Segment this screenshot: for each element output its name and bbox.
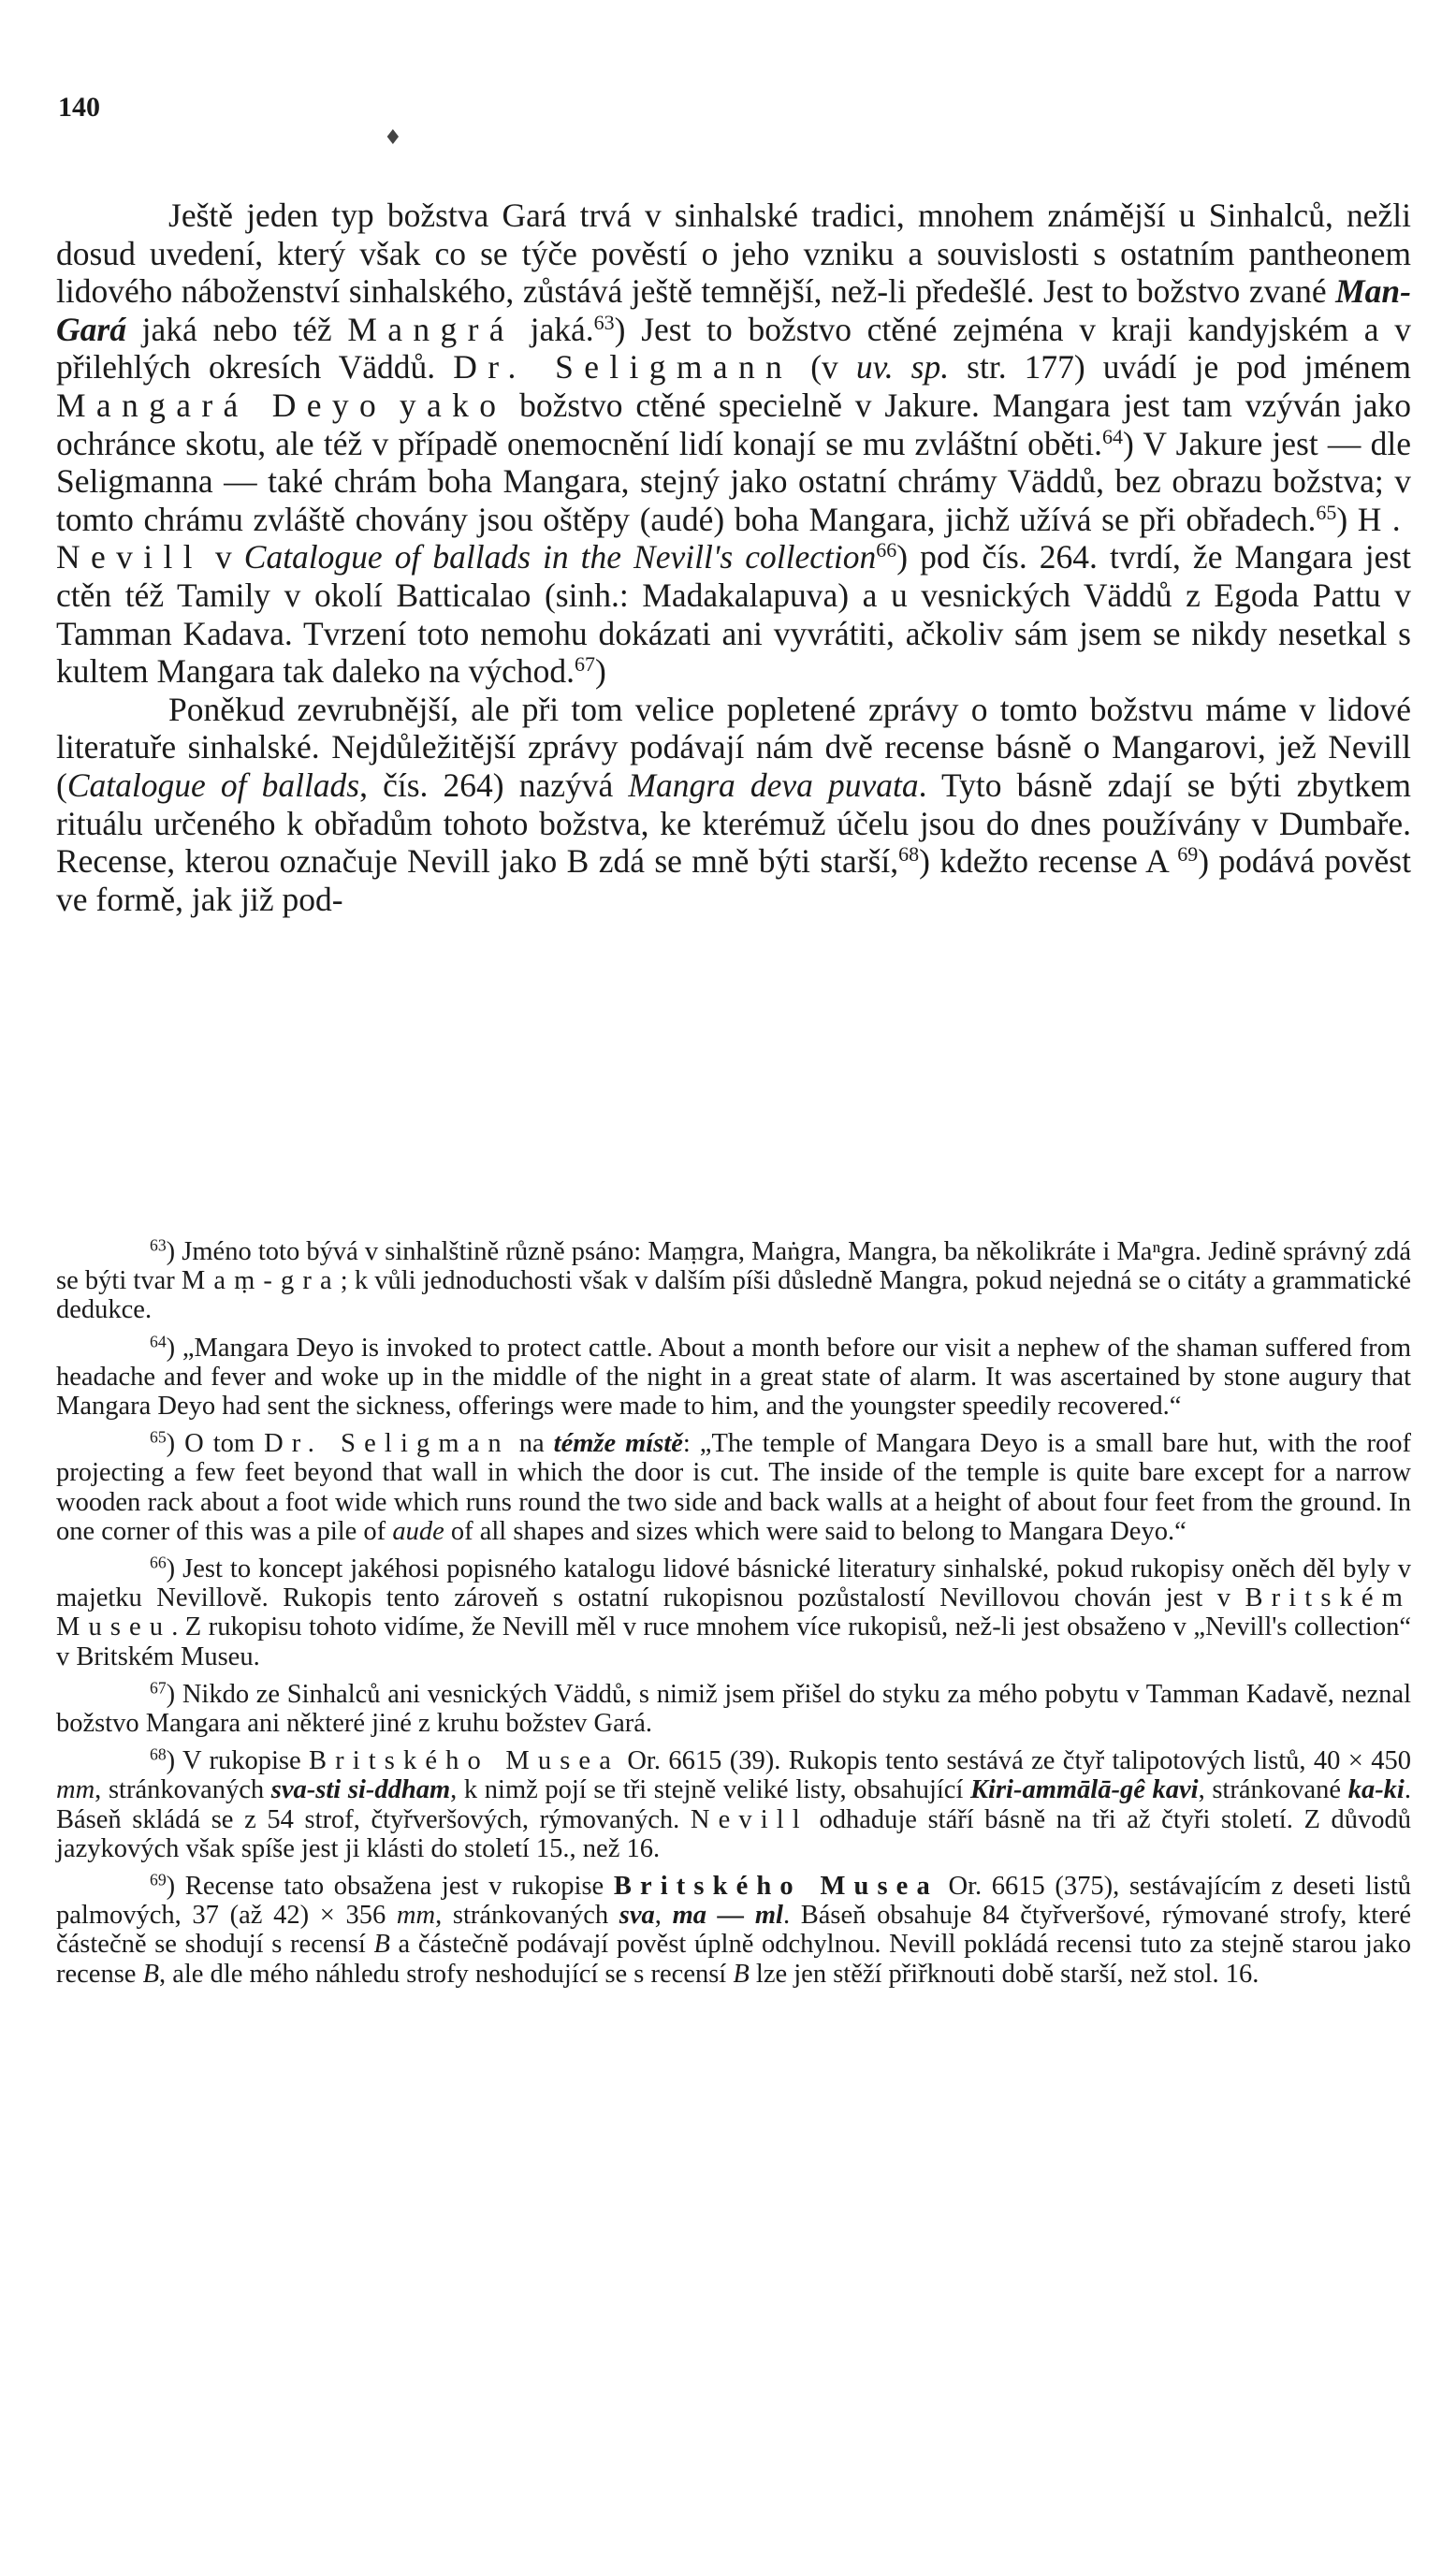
text-run: , čís. 264) nazývá: [359, 766, 629, 804]
footnote-67: [56, 1680, 1411, 1738]
text-run: . Tyto básně zdají se býti zbytkem rituálu určeného k obřadům tohoto božstva, ke kterémuž účelu jsou do dnes používány v Dumbaře. Recense, kterou označuje Nevill jako B zdá se mně býti starší,: [56, 766, 1411, 881]
text-run: Or. 6615 (39). Rukopis tento sestává ze čtyř talipotových listů, 40 × 450: [619, 1746, 1411, 1776]
unit: mm: [56, 1775, 95, 1805]
text-run: ) Jméno toto bývá v sinhalštině různě psáno: Maṃgra, Maṅgra, Mangra, ba několikráte i Maⁿgra. Jedině správný zdá se býti tvar: [56, 1237, 1411, 1296]
footnote-68: [56, 1746, 1411, 1863]
text-run: ) Jest to božstvo ctěné zejména v kraji kandyjském a v přilehlých okresích Väddů.: [56, 310, 1411, 387]
pagination: sva: [619, 1901, 655, 1931]
spaced-word: yako: [399, 386, 507, 424]
footnote-ref: 69: [1177, 842, 1199, 866]
emphasis: témže místě: [553, 1429, 683, 1459]
page-number: 140: [58, 92, 100, 123]
text-run: , stránkovaných: [435, 1901, 619, 1931]
text-run: ) O tom: [166, 1429, 265, 1459]
text-run: ; k vůli jednoduchosti však v dalším píši důsledně Mangra, pokud nejedná se o citáty a grammatické dedukce.: [56, 1266, 1412, 1325]
stray-mark-icon: ♦: [384, 126, 402, 150]
unit: mm: [396, 1901, 436, 1931]
text-run: Poněkud zevrubnější, ale při tom velice popletené zprávy o tomto božstvu máme v lidové literatuře sinhalské. Nejdůležitější zprávy podávají nám dvě recense básně o Mangarovi, jež Nevill (: [56, 690, 1411, 804]
text-run: ) V Jakure jest — dle Seligmanna — také chrám boha Mangara, stejný jako ostatní chrámy Väddů, bez obrazu božstva; v tomto chrámu zvláště chovány jsou oštěpy (audé) boha Mangara, jichž užívá se při obřadech.: [56, 424, 1411, 538]
recension-letter: B: [142, 1959, 159, 1989]
text-run: ) pod čís. 264. tvrdí, že Mangara jest ctěn též Tamily v okolí Batticalao (sinh.: Madakalapuva) a u vesnických Väddů z Egoda Pattu v Tamman Kadava. Tvrzení toto nemohu dokázati ani vyvrátiti, ačkoliv sám jsem se nikdy nesetkal s kultem Mangara tak daleko na východ.: [56, 538, 1411, 691]
deity-name-spaced: Mangrá: [347, 310, 515, 348]
text-run: na: [509, 1429, 554, 1459]
deity-name: Man-Gará: [56, 272, 1411, 348]
text-run: v: [202, 538, 244, 576]
recension-letter: B: [733, 1959, 750, 1989]
text-run: ) Recense tato obsažena jest v rukopise: [166, 1872, 614, 1902]
spaced-word: Britském Museu: [56, 1583, 1411, 1642]
text-run: ) V rukopise: [166, 1746, 309, 1776]
text-run: ): [1336, 500, 1358, 538]
text-run: Or. 6615 (375), sestávajícím z deseti listů palmových, 37 (až 42) × 356: [56, 1872, 1412, 1931]
footnotes: [56, 1237, 1411, 1997]
footnote-ref: 64: [1102, 424, 1124, 448]
footnote-number: 69: [150, 1870, 167, 1889]
author-name: H. Nevill: [56, 500, 1412, 576]
footnote-66: [56, 1554, 1411, 1671]
text-run: jaká nebo též: [125, 310, 348, 348]
text-run: : „The temple of Mangara Deyo is a small bare hut, with the roof projecting a few feet beyond that wall in which the door is cut. The inside of the temple is quite bare except for a narrow wooden rack about a foot wide which runs round the two side and back walls at a height of about four feet from the ground. In one corner of this was a pile of: [56, 1429, 1411, 1546]
footnote-ref: 63: [593, 310, 615, 334]
footnote-ref: 68: [898, 842, 920, 866]
footnote-number: 67: [150, 1678, 167, 1698]
deity-name-spaced: Mangará Deyo: [56, 386, 387, 424]
author-name: Dr. Seligmann: [453, 348, 794, 387]
spaced-word: Maṃ-gra: [181, 1266, 341, 1296]
poem-title: Kiri-ammālā-gê kavi: [970, 1775, 1199, 1805]
citation: uv. sp.: [855, 348, 950, 387]
footnote-number: 63: [150, 1235, 167, 1255]
footnote-number: 66: [150, 1553, 167, 1572]
text-run: . Báseň obsahuje 84 čtyřveršové, rýmované strofy, které částečně se shodují s recensí: [56, 1901, 1412, 1960]
text-run: ): [595, 652, 606, 691]
text-run: [386, 387, 400, 424]
book-title: Catalogue of ballads in the Nevill's collection: [243, 538, 877, 576]
text-run: , stránkované: [1198, 1775, 1348, 1805]
footnote-number: 64: [150, 1331, 167, 1350]
recension-letter: B: [373, 1930, 390, 1960]
author-name: Dr. Seligman: [264, 1429, 510, 1459]
text-run: ) „Mangara Deyo is invoked to protect cattle. About a month before our visit a nephew of the shaman suffered from headache and fever and woke up in the middle of the night in a great state of alarm. It was ascertained by stone augury that Mangara Deyo had sent the sickness, offerings were made to him, and the youngster speedily recovered.“: [56, 1333, 1411, 1422]
text-run: lze jen stěží přiřknouti době starší, než stol. 16.: [749, 1959, 1259, 1989]
text-run: ) Jest to koncept jakéhosi popisného katalogu lidové básnické literatury sinhalské, pokud rukopisy oněch děl byly v majetku Nevillově. Rukopis tento zároveň s ostatní rukopisnou pozůstalostí Nevillovou chován jest v: [56, 1554, 1411, 1613]
main-text: [56, 197, 1411, 918]
footnote-number: 68: [150, 1744, 167, 1764]
text-run: ) kdežto recense A: [919, 842, 1178, 881]
pagination: ma — ml: [672, 1901, 783, 1931]
footnote-65: [56, 1429, 1411, 1546]
text-run: str. 177) uvádí je pod jménem: [949, 348, 1411, 387]
spaced-word: Britského Musea: [308, 1746, 619, 1776]
text-run: , stránkovaných: [95, 1775, 271, 1805]
text-run: , k nimž pojí se tři stejně veliké listy, obsahující: [450, 1775, 971, 1805]
footnote-64: [56, 1331, 1411, 1422]
text-run: a částečně podávají pověst úplně odchylnou. Nevill pokládá recensi tuto za stejně starou jako recense: [56, 1930, 1411, 1989]
text-run: jaká.: [514, 310, 594, 348]
text-run: of all shapes and sizes which were said to belong to Mangara Deyo.“: [444, 1516, 1187, 1546]
text-run: ) podává pověst ve formě, jak již pod-: [56, 842, 1411, 918]
term: aude: [392, 1516, 444, 1546]
spaced-word: Britského Musea: [613, 1872, 939, 1902]
text-run: božstvo ctěné specielně v Jakure. Mangara jest tam vzýván jako ochránce skotu, ale též v případě onemocnění lidí konají se mu zvláštní oběti.: [56, 386, 1411, 462]
text-run: , ale dle mého náhledu strofy neshodující se s recensí: [158, 1959, 734, 1989]
poem-title: Mangra deva puvata: [628, 766, 919, 804]
author-name: Nevill: [690, 1804, 808, 1834]
footnote-number: 65: [150, 1427, 167, 1447]
book-title: Catalogue of ballads: [66, 766, 360, 804]
footnote-69: [56, 1872, 1411, 1989]
text-run: Ještě jeden typ božstva Gará trvá v sinhalské tradici, mnohem známější u Sinhalců, nežli dosud uvedení, který však co se týče pověstí o jeho vzniku a souvislosti s ostatním pantheonem lidového náboženství sinhalského, zůstává ještě temnější, než-li předešlé. Jest to božstvo zvané: [56, 197, 1411, 311]
text-run: ) Nikdo ze Sinhalců ani vesnických Väddů, s nimiž jsem přišel do styku za mého pobytu v Tamman Kadavě, neznal božstvo Mangara ani některé jiné z kruhu božstev Gará.: [56, 1679, 1411, 1739]
footnote-ref: 65: [1316, 500, 1337, 524]
paragraph-1: [56, 197, 1411, 691]
footnote-ref: 67: [575, 652, 596, 677]
text-run: . Z rukopisu tohoto vidíme, že Nevill měl v ruce mnohem více rukopisů, než-li jest obsaženo v „Nevill's collection“ v Britském Museu.: [56, 1612, 1411, 1671]
text-run: . Báseň skládá se z 54 strof, čtyřveršových, rýmovaných.: [56, 1775, 1411, 1834]
pagination: sva-sti si-ddham: [270, 1775, 451, 1805]
footnote-63: [56, 1237, 1411, 1325]
footnote-ref: 66: [876, 538, 897, 562]
pagination: ka-ki: [1347, 1775, 1405, 1805]
paragraph-2: [56, 691, 1411, 919]
text-run: odhaduje stáří básně na tři až čtyři století. Z důvodů jazykových však spíše jest ji klásti do století 15., než 16.: [56, 1804, 1411, 1863]
text-run: (v: [793, 348, 856, 387]
text-run: ,: [654, 1901, 673, 1931]
